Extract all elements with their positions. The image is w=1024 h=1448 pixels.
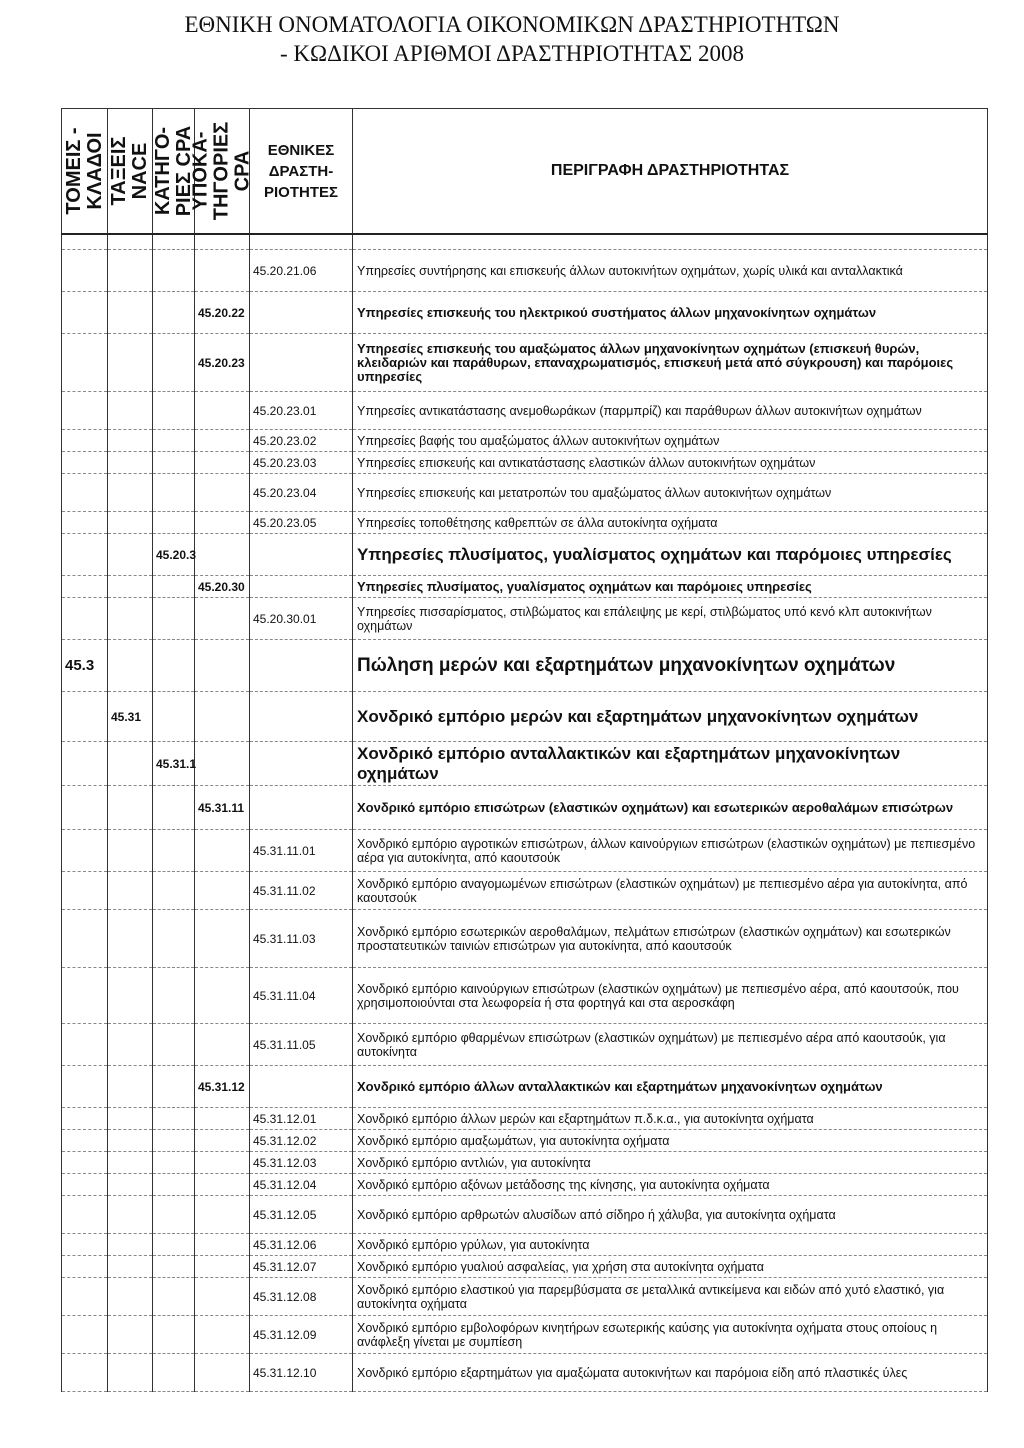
activity-code: 45.20.30.01 — [250, 598, 353, 640]
empty-cell — [108, 830, 153, 872]
empty-cell — [153, 910, 195, 968]
activity-description: Χονδρικό εμπόριο φθαρμένων επισώτρων (ελαστικών οχημάτων) με πεπιεσμένο αέρα από καουτσούκ, για αυτοκίνητα — [353, 1024, 988, 1066]
empty-cell — [62, 1152, 108, 1174]
activity-description: Υπηρεσίες πισσαρίσματος, στιλβώματος και επάλειψης με κερί, στιλβώματος υπό κενό κλπ αυτοκινήτων οχημάτων — [353, 598, 988, 640]
empty-cell — [153, 392, 195, 430]
empty-cell — [62, 1108, 108, 1130]
table-row — [62, 512, 988, 534]
empty-cell — [62, 534, 108, 576]
empty-cell — [108, 1316, 153, 1354]
activity-code: 45.31.12.03 — [250, 1152, 353, 1174]
empty-cell — [153, 474, 195, 512]
activity-code: 45.3 — [62, 640, 108, 692]
empty-cell — [62, 392, 108, 430]
activity-code: 45.31.11.04 — [250, 968, 353, 1024]
activity-code: 45.20.23.02 — [250, 430, 353, 452]
empty-cell — [195, 1174, 250, 1196]
table-row — [62, 598, 988, 640]
activity-code: 45.20.23.01 — [250, 392, 353, 430]
empty-cell — [250, 576, 353, 598]
activity-description: Πώληση μερών και εξαρτημάτων μηχανοκίνητων οχημάτων — [353, 640, 988, 692]
empty-cell — [250, 742, 353, 786]
activity-code: 45.31.12.06 — [250, 1234, 353, 1256]
activity-code: 45.31.12.09 — [250, 1316, 353, 1354]
empty-cell — [195, 1152, 250, 1174]
empty-cell — [62, 474, 108, 512]
activity-description: Υπηρεσίες βαφής του αμαξώματος άλλων αυτοκινήτων οχημάτων — [353, 430, 988, 452]
empty-cell — [195, 392, 250, 430]
empty-cell — [153, 968, 195, 1024]
empty-cell — [153, 692, 195, 742]
empty-cell — [108, 334, 153, 392]
empty-cell — [62, 1196, 108, 1234]
activity-description: Χονδρικό εμπόριο αρθρωτών αλυσίδων από σίδηρο ή χάλυβα, για αυτοκίνητα οχήματα — [353, 1196, 988, 1234]
empty-cell — [195, 910, 250, 968]
activity-code: 45.20.23.04 — [250, 474, 353, 512]
activity-description: Χονδρικό εμπόριο καινούργιων επισώτρων (ελαστικών οχημάτων) με πεπιεσμένο αέρα, από καουτσούκ, που χρησιμοποιούνται στα λεωφορεία ή στα φορτηγά και στα αεροσκάφη — [353, 968, 988, 1024]
table-row — [62, 430, 988, 452]
empty-cell — [153, 292, 195, 334]
activity-description: Υπηρεσίες επισκευής και μετατροπών του αμαξώματος άλλων αυτοκινήτων οχημάτων — [353, 474, 988, 512]
empty-cell — [250, 1066, 353, 1108]
empty-cell — [195, 692, 250, 742]
empty-cell — [153, 1066, 195, 1108]
empty-cell — [62, 1024, 108, 1066]
activity-description: Χονδρικό εμπόριο ανταλλακτικών και εξαρτημάτων μηχανοκίνητων οχημάτων — [353, 742, 988, 786]
header-tomeis: ΤΟΜΕΙΣ - ΚΛΑΔΟΙ — [62, 109, 108, 235]
empty-cell — [108, 512, 153, 534]
activity-code: 45.31.12.07 — [250, 1256, 353, 1278]
activity-description: Υπηρεσίες επισκευής του αμαξώματος άλλων μηχανοκίνητων οχημάτων (επισκευή θυρών, κλειδαριών και παράθυρων, επαναχρωματισμός, επισκευή μετά από σύγκρουση) και παρόμοιες υπηρεσίες — [353, 334, 988, 392]
empty-cell — [108, 1152, 153, 1174]
header-ypokatigories: ΥΠΟΚΑ- ΤΗΓΟΡΙΕΣ CPA — [195, 109, 250, 235]
table-row — [62, 830, 988, 872]
empty-cell — [153, 872, 195, 910]
table-row — [62, 1316, 988, 1354]
empty-cell — [108, 250, 153, 292]
table-row — [62, 742, 988, 786]
activity-description: Χονδρικό εμπόριο αμαξωμάτων, για αυτοκίνητα οχήματα — [353, 1130, 988, 1152]
activity-code: 45.31.11.05 — [250, 1024, 353, 1066]
empty-cell — [62, 334, 108, 392]
empty-cell — [153, 1256, 195, 1278]
empty-cell — [62, 1130, 108, 1152]
table-row — [62, 1066, 988, 1108]
empty-cell — [153, 1024, 195, 1066]
table-row — [62, 334, 988, 392]
table-row — [62, 452, 988, 474]
empty-cell — [108, 452, 153, 474]
empty-cell — [108, 968, 153, 1024]
empty-cell — [62, 910, 108, 968]
activity-description: Υπηρεσίες επισκευής του ηλεκτρικού συστήματος άλλων μηχανοκίνητων οχημάτων — [353, 292, 988, 334]
header-katigories: ΚΑΤΗΓΟ- ΡΙΕΣ CPA — [153, 109, 195, 235]
empty-cell — [108, 1108, 153, 1130]
empty-cell — [153, 1108, 195, 1130]
empty-cell — [195, 1316, 250, 1354]
empty-cell — [153, 1130, 195, 1152]
empty-cell — [62, 872, 108, 910]
activity-code: 45.20.3 — [153, 534, 195, 576]
activity-code: 45.31 — [108, 692, 153, 742]
empty-cell — [108, 1256, 153, 1278]
empty-cell — [195, 872, 250, 910]
empty-cell — [195, 1354, 250, 1392]
activity-description: Υπηρεσίες τοποθέτησης καθρεπτών σε άλλα αυτοκίνητα οχήματα — [353, 512, 988, 534]
activity-description: Χονδρικό εμπόριο εξαρτημάτων για αμαξώματα αυτοκινήτων και παρόμοια είδη από πλαστικές ύλες — [353, 1354, 988, 1392]
empty-cell — [195, 1278, 250, 1316]
empty-cell — [62, 1066, 108, 1108]
empty-cell — [108, 1174, 153, 1196]
empty-cell — [62, 576, 108, 598]
empty-cell — [62, 250, 108, 292]
empty-cell — [62, 1234, 108, 1256]
empty-cell — [62, 968, 108, 1024]
activity-code: 45.31.1 — [153, 742, 195, 786]
table-row — [62, 1152, 988, 1174]
empty-cell — [108, 1024, 153, 1066]
header-ethnikes: ΕΘΝΙΚΕΣ ΔΡΑΣΤΗ- ΡΙΟΤΗΤΕΣ — [250, 109, 353, 235]
table-row — [62, 1130, 988, 1152]
activity-description: Χονδρικό εμπόριο γυαλιού ασφαλείας, για χρήση στα αυτοκίνητα οχήματα — [353, 1256, 988, 1278]
empty-cell — [108, 292, 153, 334]
empty-cell — [153, 250, 195, 292]
empty-cell — [62, 430, 108, 452]
empty-cell — [153, 576, 195, 598]
table-header-row — [62, 109, 988, 235]
activity-code: 45.31.12.01 — [250, 1108, 353, 1130]
empty-cell — [153, 1152, 195, 1174]
activity-code: 45.31.12 — [195, 1066, 250, 1108]
empty-cell — [250, 334, 353, 392]
empty-cell — [195, 968, 250, 1024]
table-row — [62, 1174, 988, 1196]
activity-code: 45.20.21.06 — [250, 250, 353, 292]
table-row — [62, 1108, 988, 1130]
activity-description: Χονδρικό εμπόριο ελαστικού για παρεμβύσματα σε μεταλλικά αντικείμενα και ειδών από χυτό ελαστικό, για αυτοκίνητα οχήματα — [353, 1278, 988, 1316]
empty-cell — [195, 742, 250, 786]
empty-cell — [108, 1354, 153, 1392]
empty-cell — [195, 598, 250, 640]
empty-cell — [153, 1196, 195, 1234]
empty-cell — [195, 1024, 250, 1066]
activity-code: 45.31.11.03 — [250, 910, 353, 968]
empty-cell — [195, 1196, 250, 1234]
empty-cell — [195, 1256, 250, 1278]
empty-cell — [153, 430, 195, 452]
table-row — [62, 968, 988, 1024]
activity-description: Υπηρεσίες αντικατάστασης ανεμοθωράκων (παρμπρίζ) και παράθυρων άλλων αυτοκινήτων οχημάτων — [353, 392, 988, 430]
table-row — [62, 872, 988, 910]
empty-cell — [195, 640, 250, 692]
activity-code: 45.31.12.05 — [250, 1196, 353, 1234]
table-spacer-row — [62, 234, 988, 250]
empty-cell — [153, 1316, 195, 1354]
empty-cell — [62, 452, 108, 474]
activity-description: Χονδρικό εμπόριο εσωτερικών αεροθαλάμων, πελμάτων επισώτρων (ελαστικών οχημάτων) και εσωτερικών προστατευτικών ταινιών επισώτρων για αυτοκίνητα, από καουτσούκ — [353, 910, 988, 968]
header-perigrafi: ΠΕΡΙΓΡΑΦΗ ΔΡΑΣΤΗΡΙΟΤΗΤΑΣ — [353, 109, 988, 235]
activity-description: Χονδρικό εμπόριο αγροτικών επισώτρων, άλλων καινούργιων επισώτρων (ελαστικών οχημάτων) με πεπιεσμένο αέρα για αυτοκίνητα, από καουτσούκ — [353, 830, 988, 872]
empty-cell — [153, 1174, 195, 1196]
empty-cell — [108, 1066, 153, 1108]
activity-code: 45.31.11 — [195, 786, 250, 830]
table-row — [62, 474, 988, 512]
table-row — [62, 292, 988, 334]
empty-cell — [153, 598, 195, 640]
table-row — [62, 640, 988, 692]
empty-cell — [153, 786, 195, 830]
empty-cell — [195, 1108, 250, 1130]
table-row — [62, 1256, 988, 1278]
activity-description: Υπηρεσίες συντήρησης και επισκευής άλλων αυτοκινήτων οχημάτων, χωρίς υλικά και ανταλλακτικά — [353, 250, 988, 292]
empty-cell — [108, 598, 153, 640]
empty-cell — [195, 1234, 250, 1256]
activity-description: Χονδρικό εμπόριο αναγομωμένων επισώτρων (ελαστικών οχημάτων) με πεπιεσμένο αέρα για αυτοκίνητα, από καουτσούκ — [353, 872, 988, 910]
empty-cell — [250, 534, 353, 576]
activity-description: Χονδρικό εμπόριο εμβολοφόρων κινητήρων εσωτερικής καύσης για αυτοκίνητα οχήματα στους οποίους η ανάφλεξη γίνεται με συμπίεση — [353, 1316, 988, 1354]
empty-cell — [153, 830, 195, 872]
table-row — [62, 534, 988, 576]
activity-description: Χονδρικό εμπόριο επισώτρων (ελαστικών οχημάτων) και εσωτερικών αεροθαλάμων επισώτρων — [353, 786, 988, 830]
activity-description: Χονδρικό εμπόριο μερών και εξαρτημάτων μηχανοκίνητων οχημάτων — [353, 692, 988, 742]
activity-code: 45.31.11.02 — [250, 872, 353, 910]
empty-cell — [153, 334, 195, 392]
empty-cell — [108, 534, 153, 576]
empty-cell — [108, 786, 153, 830]
activity-description: Χονδρικό εμπόριο άλλων ανταλλακτικών και εξαρτημάτων μηχανοκίνητων οχημάτων — [353, 1066, 988, 1108]
table-row — [62, 1278, 988, 1316]
empty-cell — [195, 250, 250, 292]
activity-code: 45.31.12.08 — [250, 1278, 353, 1316]
empty-cell — [62, 512, 108, 534]
activity-code: 45.20.30 — [195, 576, 250, 598]
empty-cell — [108, 430, 153, 452]
empty-cell — [153, 1278, 195, 1316]
table-body — [62, 234, 988, 1392]
empty-cell — [250, 786, 353, 830]
empty-cell — [108, 742, 153, 786]
empty-cell — [108, 872, 153, 910]
empty-cell — [195, 830, 250, 872]
activity-code: 45.31.12.04 — [250, 1174, 353, 1196]
empty-cell — [153, 1354, 195, 1392]
empty-cell — [153, 452, 195, 474]
empty-cell — [108, 1130, 153, 1152]
empty-cell — [153, 512, 195, 534]
empty-cell — [108, 910, 153, 968]
activity-description: Χονδρικό εμπόριο γρύλων, για αυτοκίνητα — [353, 1234, 988, 1256]
empty-cell — [62, 1354, 108, 1392]
activity-codes-table — [61, 108, 988, 1392]
empty-cell — [62, 1256, 108, 1278]
empty-cell — [195, 430, 250, 452]
empty-cell — [62, 292, 108, 334]
table-row — [62, 910, 988, 968]
empty-cell — [195, 534, 250, 576]
activity-code: 45.20.23.05 — [250, 512, 353, 534]
empty-cell — [153, 640, 195, 692]
activity-code: 45.31.12.10 — [250, 1354, 353, 1392]
activity-description: Υπηρεσίες πλυσίματος, γυαλίσματος οχημάτων και παρόμοιες υπηρεσίες — [353, 534, 988, 576]
empty-cell — [108, 640, 153, 692]
empty-cell — [108, 576, 153, 598]
empty-cell — [62, 786, 108, 830]
empty-cell — [62, 692, 108, 742]
table-row — [62, 1196, 988, 1234]
empty-cell — [195, 512, 250, 534]
table-row — [62, 392, 988, 430]
table-row — [62, 576, 988, 598]
activity-code: 45.20.22 — [195, 292, 250, 334]
empty-cell — [250, 292, 353, 334]
table-row — [62, 1234, 988, 1256]
empty-cell — [62, 1278, 108, 1316]
empty-cell — [62, 598, 108, 640]
activity-description: Χονδρικό εμπόριο αντλιών, για αυτοκίνητα — [353, 1152, 988, 1174]
activity-description: Χονδρικό εμπόριο άλλων μερών και εξαρτημάτων π.δ.κ.α., για αυτοκίνητα οχήματα — [353, 1108, 988, 1130]
empty-cell — [195, 1130, 250, 1152]
empty-cell — [62, 1174, 108, 1196]
activity-code: 45.20.23 — [195, 334, 250, 392]
table-row — [62, 1354, 988, 1392]
activity-description: Υπηρεσίες πλυσίματος, γυαλίσματος οχημάτων και παρόμοιες υπηρεσίες — [353, 576, 988, 598]
table-row — [62, 250, 988, 292]
empty-cell — [108, 1278, 153, 1316]
document-subtitle: - ΚΩΔΙΚΟΙ ΑΡΙΘΜΟΙ ΔΡΑΣΤΗΡΙΟΤΗΤΑΣ 2008 — [279, 41, 745, 66]
empty-cell — [250, 640, 353, 692]
empty-cell — [153, 1234, 195, 1256]
document-title: ΕΘΝΙΚΗ ΟΝΟΜΑΤΟΛΟΓΙΑ ΟΙΚΟΝΟΜΙΚΩΝ ΔΡΑΣΤΗΡΙΟΤΗΤΩΝ — [184, 12, 840, 37]
activity-code: 45.31.11.01 — [250, 830, 353, 872]
empty-cell — [195, 452, 250, 474]
empty-cell — [108, 1234, 153, 1256]
empty-cell — [108, 392, 153, 430]
empty-cell — [108, 474, 153, 512]
empty-cell — [62, 742, 108, 786]
table-row — [62, 1024, 988, 1066]
activity-code: 45.31.12.02 — [250, 1130, 353, 1152]
activity-code: 45.20.23.03 — [250, 452, 353, 474]
header-taxeis: ΤΑΞΕΙΣ NACE — [108, 109, 153, 235]
empty-cell — [108, 1196, 153, 1234]
empty-cell — [62, 830, 108, 872]
empty-cell — [195, 474, 250, 512]
empty-cell — [250, 692, 353, 742]
activity-description: Υπηρεσίες επισκευής και αντικατάστασης ελαστικών άλλων αυτοκινήτων οχημάτων — [353, 452, 988, 474]
table-row — [62, 786, 988, 830]
table-row — [62, 692, 988, 742]
empty-cell — [62, 1316, 108, 1354]
activity-description: Χονδρικό εμπόριο αξόνων μετάδοσης της κίνησης, για αυτοκίνητα οχήματα — [353, 1174, 988, 1196]
